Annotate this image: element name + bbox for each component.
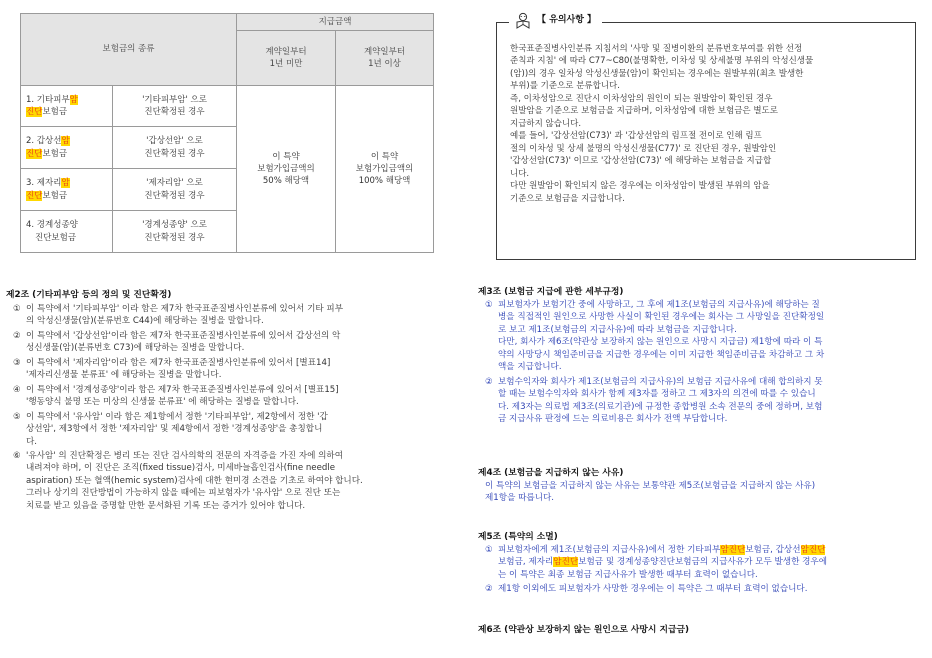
article-2-title: 제2조 (기타피부암 등의 정의 및 진단확정) — [6, 290, 172, 300]
list-item: ② 이 특약에서 '갑상선암'이라 함은 제7차 한국표준질병사인분류에 있어서 갑상선의 악 성신생물(암)(분류번호 C73)에 해당하는 질병을 말합니다. — [13, 330, 341, 354]
table-row — [21, 86, 434, 127]
benefit-name: 1. 기타피부암 진단보험금 — [21, 86, 113, 127]
benefit-name: 2. 갑상선암 진단보험금 — [21, 127, 113, 169]
article-4-title: 제4조 (보험금을 지급하지 않는 사유) — [478, 468, 624, 478]
article-6-title: 제6조 (약관상 보장하지 않는 원인으로 사망시 지급금) — [478, 625, 689, 635]
amount-over-1-year: 이 특약 보험가입금액의 100% 해당액 — [336, 86, 434, 253]
over-1-year-header: 계약일부터 1년 이상 — [336, 31, 434, 86]
list-item: ① 피보험자에게 제1조(보험금의 지급사유)에서 정한 기타피부암진단보험금, 갑상선암진단 보험금, 제자리암진단보험금 및 경계성종양진단보험금의 지급사유가 모두 발생한 경우에 는 이 특약은 최종 보험금 지급사유가 발생한 때부터 효력이 없습니다. — [485, 545, 828, 580]
reading-person-icon — [515, 12, 531, 30]
benefit-name: 4. 경계성종양 진단보험금 — [21, 211, 113, 253]
article-3-items — [485, 299, 921, 428]
list-item: ⑥ '유사암' 의 진단확정은 병리 또는 진단 검사의학의 전문의 자격증을 가진 자에 의하여 내려져야 하며, 이 진단은 조직(fixed tissue)검사, 미세바늘흡인검사(fine needle aspiration) 또는 혈액(hemic system)검사에 대한 현미경 소견을 기초로 하여야 합니다. 그러나 상기의 진단방법이 가능하지 않을 때에는 피보험자가 '유사암' 으로 진단 또는 치료를 받고 있음을 증명할 만한 문서화된 기록 또는 증거가 있어야 합니다. — [13, 450, 363, 511]
list-item: ③ 이 특약에서 '제자리암'이라 함은 제7차 한국표준질병사인분류에 있어서 [별표14] '제자리신생물 분류표' 에 해당하는 질병을 말합니다. — [13, 357, 331, 381]
benefit-condition: '경계성종양' 으로 진단확정된 경우 — [113, 211, 237, 253]
benefit-condition: '갑상선암' 으로 진단확정된 경우 — [113, 127, 237, 169]
under-1-year-header: 계약일부터 1년 미만 — [237, 31, 336, 86]
list-item: ① 피보험자가 보험기간 중에 사망하고, 그 후에 제1조(보험금의 지급사유)에 해당하는 질 병을 직접적인 원인으로 사망한 사실이 확인된 경우에는 회사는 그 사망일을 진단확정일 로 보고 제1조(보험금의 지급사유)에 따라 보험금을 지급합니다. 다만, 회사가 제6조(약관상 보장하지 않는 원인으로 사망시 지급금) 제1항에 따라 이 특 약의 사망당시 책임준비금을 지급한 경우에는 이미 지급한 책임준비금을 차감하고 그 차 액을 지급합니다. — [485, 300, 825, 373]
article-5-title: 제5조 (특약의 소멸) — [478, 532, 558, 542]
notice-header — [509, 10, 602, 32]
list-item: ② 보험수익자와 회사가 제1조(보험금의 지급사유)의 보험금 지급사유에 대해 합의하지 못 할 때는 보험수익자와 회사가 함께 제3자를 정하고 그 제3자의 의견에 따를 수 있습니 다. 제3자는 의료법 제3조(의료기관)에 규정한 종합병원 소속 전문의 중에 정하며, 보험 금 지급사유 판정에 드는 의료비용은 회사가 전액 부담합니다. — [485, 376, 823, 425]
benefit-name: 3. 제자리암 진단보험금 — [21, 169, 113, 211]
article-5-items — [485, 544, 925, 598]
article-4-body: 이 특약의 보험금을 지급하지 않는 사유는 보통약관 제5조(보험금을 지급하지 않는 사유) 제1항을 따릅니다. — [485, 481, 816, 504]
benefit-condition: '기타피부암' 으로 진단확정된 경우 — [113, 86, 237, 127]
article-2-items — [13, 303, 461, 514]
payment-amount-header: 지급금액 — [237, 14, 434, 31]
benefit-type-header: 보험금의 종류 — [21, 14, 237, 86]
notice-title: 【 유의사항 】 — [537, 15, 597, 26]
list-item: ④ 이 특약에서 '경계성종양'이라 함은 제7차 한국표준질병사인분류에 있어서 [별표15] '행동양식 불명 또는 미상의 신생물 분류표' 에 해당하는 질병을 말합니다. — [13, 384, 339, 408]
list-item: ① 이 특약에서 '기타피부암' 이라 함은 제7차 한국표준질병사인분류에 있어서 기타 피부 의 악성신생물(암)(분류번호 C44)에 해당하는 질병을 말합니다. — [13, 304, 344, 327]
benefit-table — [20, 13, 434, 253]
list-item: ② 제1항 이외에도 피보험자가 사망한 경우에는 이 특약은 그 때부터 효력이 없습니다. — [485, 584, 808, 595]
benefit-condition: '제자리암' 으로 진단확정된 경우 — [113, 169, 237, 211]
amount-under-1-year: 이 특약 보험가입금액의 50% 해당액 — [237, 86, 336, 253]
list-item: ⑤ 이 특약에서 '유사암' 이라 함은 제1항에서 정한 '기타피부암', 제2항에서 정한 '갑 상선암', 제3항에서 정한 '제자리암' 및 제4항에서 정한 '경계성종양'을 총칭합니 다. — [13, 411, 328, 447]
notice-body: 한국표준질병사인분류 지침서의 '사망 및 질병이환의 분류번호부여를 위한 선정 준칙과 지침' 에 따라 C77~C80(불명확한, 이차성 및 상세불명 부위의 악성신생물 (암))의 경우 일차성 악성신생물(암)이 확인되는 경우에는 원발부위(최초 발생한 부위)를 기준으로 분류합니다. 즉, 이차성암으로 진단시 이차성암의 원인이 되는 원발암이 확인된 경우 원발암을 기준으로 보험금을 지급하며, 이차성암에 대한 보험금은 별도로 지급하지 않습니다. 예를 들어, '갑상선암(C73)' 과 '갑상선암의 림프절 전이로 인해 림프 절의 이차성 및 상세 불명의 악성신생물(C77)' 로 진단된 경우, 원발암인 '갑상선암(C73)' 이므로 '갑상선암(C73)' 에 해당하는 보험금을 지급합 니다. 다만 원발암이 확인되지 않은 경우에는 이차성암이 발생된 부위의 암을 기준으로 보험금을 지급합니다. — [510, 44, 814, 204]
notice-box — [496, 15, 916, 260]
article-3-title: 제3조 (보험금 지급에 관한 세부규정) — [478, 287, 624, 297]
